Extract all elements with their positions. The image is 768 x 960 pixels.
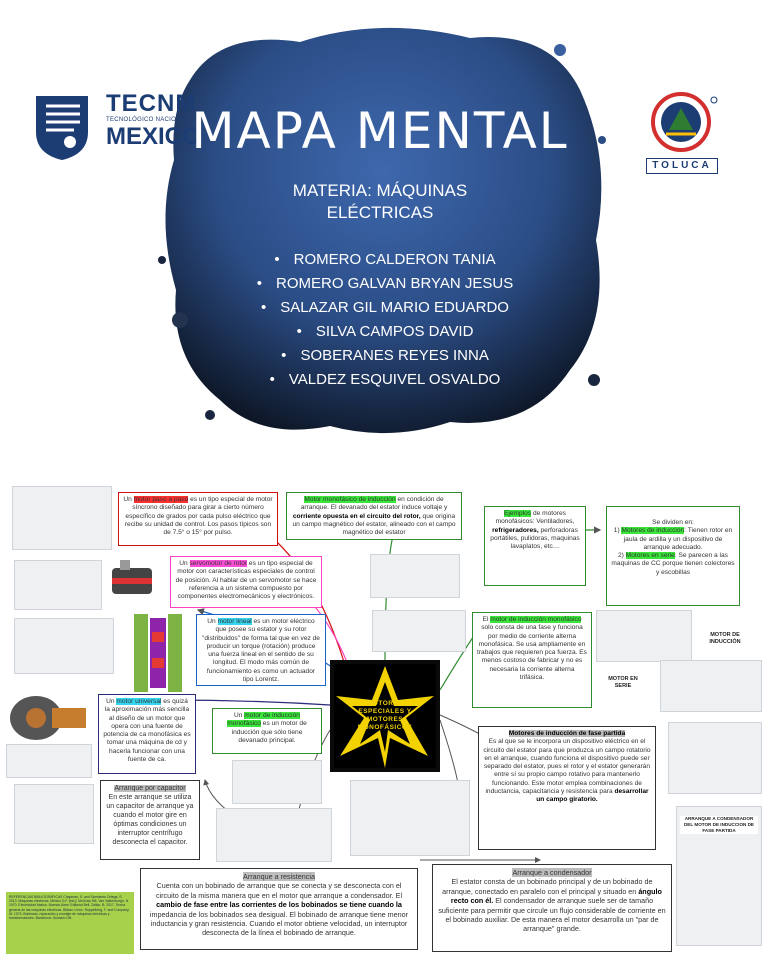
- author-item: • VALDEZ ESQUIVEL OSVALDO: [210, 368, 560, 392]
- text-body: es quizá la aproximación más sencilla al diseño de un motor que opera con una fuente de potencia de ca monofásica es tomar una máquina de cd y hacerla funcionar con una fuente de ca.: [103, 698, 191, 764]
- linear-motor-stator-image: [130, 612, 186, 694]
- tecnm-acronym: TECNM: [106, 90, 197, 117]
- text-bold: desarrollar un campo giratorio.: [536, 788, 649, 804]
- node-motor-paso-a-paso: [118, 492, 278, 546]
- text-body: El estator consta de un bobinado principal y de un bobinado de arranque, conectado en paralelo con el principal y situado en: [442, 877, 653, 896]
- text-intro: Se dividen en:: [652, 519, 694, 526]
- induction-motor-photo: [596, 610, 692, 662]
- subject-line-2: ELÉCTRICAS: [326, 203, 434, 222]
- subject-line-1: MATERIA: MÁQUINAS: [292, 181, 468, 200]
- induction-exploded-image: [372, 610, 466, 652]
- author-item: • SALAZAR GIL MARIO EDUARDO: [210, 296, 560, 320]
- text-pre: Un: [106, 698, 117, 705]
- label-motor-serie: MOTOR EN SERIE: [608, 676, 638, 689]
- text-body: Cuenta con un bobinado de arranque que se conecta y se desconecta con el circuito de la misma manera que en el motor que arranque a condensador. El: [155, 881, 403, 900]
- text-body: solo consta de una fase y funciona por medio de corriente alterna monofásica. Se usa ampliamente en trabajos que requieren pca fuerza. Es menos costoso de fabricar y no es necesaria la corriente alterna trifásica.: [477, 624, 587, 682]
- universal-motor-image: [6, 690, 92, 746]
- node-title: Motores de inducción de fase partida: [508, 730, 626, 737]
- node-mono-definicion: [472, 612, 592, 708]
- text-body-2: impedancia de los bobinados sea desigual. El bobinado de arranque tiene menor inductancia y gran resistencia. Cuando el motor obtiene velocidad, un interruptor desconecta de la línea el bobinado de arranque.: [149, 909, 409, 938]
- text-body: es un motor eléctrico que posee su estator y su rotor "distribuidos" de forma tal que en vez de producir un torque (rotación) produce una fuerza lineal en el sentido de su longitud. El modo más común de funcionamiento es como un actuador tipo Lorentz.: [202, 618, 320, 684]
- toluca-logo: [636, 90, 726, 178]
- text-num: 1): [613, 527, 622, 535]
- node-induccion-arranque: [286, 492, 462, 540]
- text-bold: ángulo recto con él.: [450, 886, 662, 906]
- tecnm-emblem-icon: [28, 92, 98, 162]
- text-body: en condición de arranque. El devanado del estator induce voltaje y: [300, 496, 448, 512]
- text-pre: El: [482, 616, 491, 623]
- node-servomotor: [170, 556, 322, 608]
- node-motor-universal: [98, 694, 196, 774]
- text-body: : Tienen rotor en jaula de ardilla y un dispositivo de arranque adecuado.: [623, 527, 733, 551]
- split-phase-diagram-image: [350, 780, 470, 856]
- tecnm-country: MEXICO: [106, 123, 201, 150]
- induction-rotor-image: [370, 554, 460, 598]
- highlight-term: motor paso a paso: [133, 496, 189, 503]
- author-item: • ROMERO CALDERON TANIA: [210, 248, 560, 272]
- text-body: Es al que se le incorpora un dispositivo eléctrico en el circuito del estator para que produzca un campo rotatorio en el arranque, cuando funciona el dispositivo puede ser separado del estator, pues el rotor y el estator generarán entre sí su propio campo rotativo para mantenerlo funcionando. Este motor emplea combinaciones de inductancia, capacitancia y resistencia para: [483, 738, 651, 796]
- text-num: 2): [618, 552, 626, 560]
- torque-graph-image: [668, 722, 762, 794]
- tecnm-subtitle: TECNOLÓGICO NACIONAL DE: [106, 117, 200, 123]
- servo-motor-image: [108, 558, 156, 602]
- text-pre: Un: [207, 618, 218, 625]
- author-item: • ROMERO GALVAN BRYAN JESUS: [210, 272, 560, 296]
- author-list: [210, 248, 560, 392]
- highlight-term: Motores de inducción: [621, 527, 685, 535]
- text-body: es un tipo especial de motor síncrono diseñado para girar a cierto número específico de grados por cada pulso eléctrico que recibe su unidad de control. Los pasos típicos son de 7.5° o 15° por pulso.: [124, 496, 273, 537]
- text-pre: Un: [123, 496, 134, 503]
- highlight-term: motor de inducción monofásico: [227, 712, 300, 728]
- stepper-diagram-image: [12, 486, 112, 550]
- node-fase-partida: [478, 726, 656, 850]
- central-node: [330, 660, 440, 772]
- label-motor-induccion: MOTOR DE INDUCCIÓN: [709, 632, 741, 645]
- author-item: • SILVA CAMPOS DAVID: [210, 320, 560, 344]
- node-title: Arranque a condensador: [512, 868, 592, 877]
- label-arranque-condensador: ARRANQUE A CONDENSADOR DEL MOTOR DE INDUCCION DE FASE PARTIDA: [680, 816, 758, 834]
- text-bold: refrigeradores,: [492, 526, 539, 534]
- subject-title: [220, 180, 540, 224]
- highlight-term: motor de inducción monofásico: [490, 616, 582, 623]
- text-body-2: perforadoras portátiles, pulidoras, maquinas lavaplatos, etc…: [490, 526, 580, 551]
- toluca-label: TOLUCA: [646, 158, 718, 174]
- node-arranque-condensador: [432, 864, 672, 952]
- text-pre: Un: [234, 712, 245, 719]
- text-body-2: que origina un campo magnético del estator, alineado con el campo magnético del estator: [292, 512, 456, 537]
- text-bold: corriente opuesta en el circuito del rotor,: [292, 512, 421, 520]
- node-title: Arranque por capacitor: [114, 785, 186, 792]
- node-se-dividen: [606, 506, 740, 606]
- highlight-term: Motores en serie: [625, 552, 675, 560]
- node-ejemplos: [484, 506, 586, 586]
- series-motor-photo: [660, 660, 762, 712]
- node-title: Arranque a resistencia: [243, 872, 315, 881]
- universal-circuit-image: [6, 744, 92, 778]
- single-winding-image: [232, 760, 322, 804]
- capacitor-motor-photo: [216, 808, 332, 862]
- capacitor-graph-image: [14, 784, 94, 844]
- text-body: de motores monofásicos: Ventiladores,: [495, 510, 575, 526]
- servo-diagram-image: [14, 560, 102, 610]
- author-item: • SOBERANES REYES INNA: [210, 344, 560, 368]
- highlight-term: motor lineal: [217, 618, 252, 625]
- text-body: es un motor de inducción que sólo tiene devanado principal.: [231, 720, 307, 744]
- text-body: : Se parecen a las maquinas de CC porque tienen colectores y escobillas: [611, 552, 735, 576]
- node-arranque-capacitor: [100, 780, 200, 860]
- central-label: MOTORES ESPECIALES Y MOTORES MONOFÁSICOS: [357, 700, 413, 731]
- references-block: REFERENCIAS BIBLIOGRÁFICAS Chapman, S. and Sarmiento Ortega, S. 2013. Máquinas eléctricas. México D.F. [etc.]: McGraw Hill. Van Valkenburgh, N. 1970. Electricidad básica. Buenos Aires: Editorial Bell. Zalkin, B. 2017. Teoría general de las máquinas eléctricas. Bilbao: Urmo. Ruppelberg, F. and Company, W. 1973. Bobinado, reparación y montaje de máquinas eléctricas y transformadores. Barcelona: Gustavo Gili.: [6, 892, 134, 954]
- highlight-term: motor universal: [116, 698, 162, 705]
- tecnm-logo: [28, 90, 201, 164]
- text-body-2: El condensador de arranque suele ser de tamaño suficiente para permitir que circule un flujo considerable de corriente en el bobinado auxiliar. De esta manera el motor desarrolla un "par de arranque" grande.: [438, 896, 666, 934]
- node-arranque-resistencia: [140, 868, 418, 950]
- highlight-term: Ejemplos: [504, 510, 532, 517]
- text-body: En este arranque se utiliza un capacitor de arranque ya cuando el motor gire en óptimas condiciones un interruptor centrífugo desconecta el capacitor.: [106, 794, 194, 846]
- node-induccion-simple: [212, 708, 322, 754]
- page-title: MAPA MENTAL: [191, 102, 569, 160]
- linear-motor-image: [14, 618, 114, 674]
- text-pre: Un: [179, 560, 190, 567]
- highlight-term: Motor monofásico de inducción: [304, 496, 396, 503]
- toluca-emblem-icon: [636, 90, 726, 160]
- highlight-term: servomotor de rotor: [189, 560, 248, 567]
- text-body: es un tipo especial de motor con características especiales de control de posición. Al hablar de un servomotor se hace referencia a un sistema compuesto por componentes electromecánicos y electrónicos.: [175, 560, 317, 601]
- node-motor-lineal: [196, 614, 326, 686]
- text-bold: cambio de fase entre las corrientes de los bobinados se tiene cuando la: [156, 900, 402, 910]
